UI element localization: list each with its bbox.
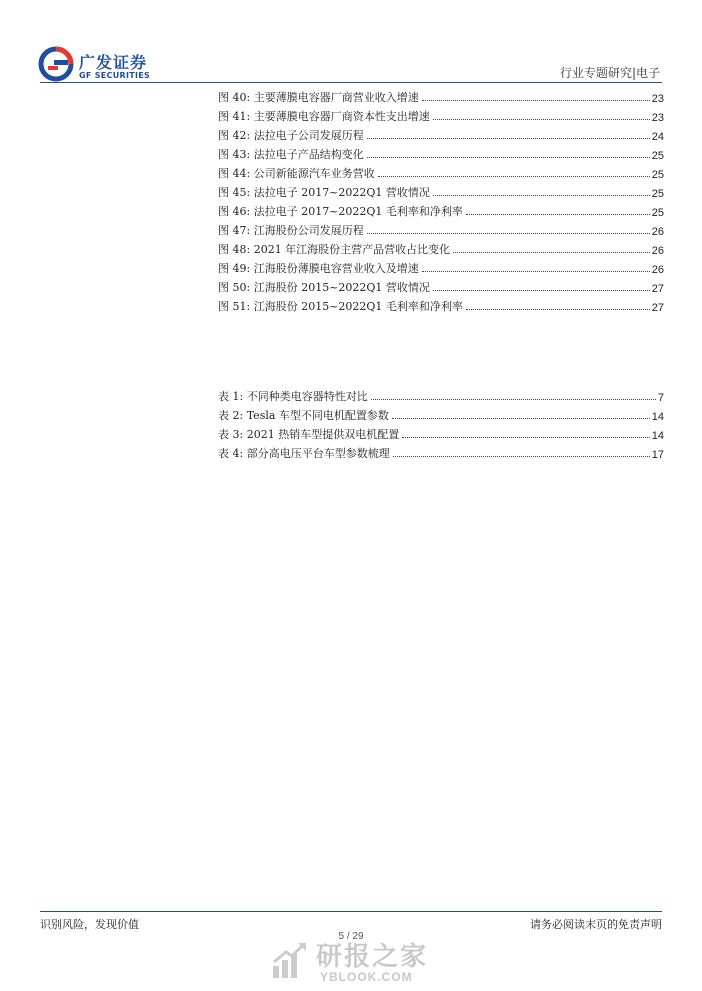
- toc-entry-page: 25: [651, 188, 664, 200]
- tables-toc: [218, 385, 664, 461]
- toc-entry-label: 表 4: 部分高电压平台车型参数梳理: [218, 447, 390, 460]
- toc-entry-page: 25: [651, 207, 664, 219]
- toc-entry-page: 26: [651, 245, 664, 257]
- toc-leader: [433, 290, 650, 291]
- toc-entry[interactable]: [218, 124, 664, 143]
- toc-entry[interactable]: [218, 200, 664, 219]
- toc-entry[interactable]: [218, 295, 664, 314]
- toc-entry-label: 图 41: 主要薄膜电容器厂商资本性支出增速: [218, 110, 430, 123]
- gf-logo-icon: [38, 46, 74, 82]
- logo-chinese-name: 广发证券: [79, 53, 148, 72]
- toc-entry-page: 17: [651, 449, 664, 461]
- toc-leader: [393, 456, 650, 457]
- gf-securities-logo: [38, 46, 178, 86]
- page-header: [0, 0, 702, 90]
- toc-leader: [371, 399, 656, 400]
- toc-entry-label: 表 2: Tesla 车型不同电机配置参数: [218, 409, 389, 422]
- toc-entry-label: 图 42: 法拉电子公司发展历程: [218, 129, 364, 142]
- toc-entry-page: 14: [651, 430, 664, 442]
- toc-leader: [433, 195, 650, 196]
- page-number: 5 / 29: [338, 931, 364, 942]
- toc-entry-page: 25: [651, 169, 664, 181]
- toc-leader: [392, 418, 650, 419]
- footer-slogan: 识别风险，发现价值: [40, 918, 139, 931]
- toc-leader: [466, 309, 650, 310]
- toc-entry-page: 7: [657, 392, 664, 404]
- toc-entry[interactable]: [218, 162, 664, 181]
- toc-entry-page: 27: [651, 302, 664, 314]
- toc-entry-page: 25: [651, 150, 664, 162]
- toc-entry-page: 23: [651, 112, 664, 124]
- toc-entry-page: 24: [651, 131, 664, 143]
- watermark-cn: 研报之家: [316, 942, 429, 972]
- toc-entry-label: 图 51: 江海股份 2015~2022Q1 毛利率和净利率: [218, 300, 463, 313]
- toc-entry-label: 图 49: 江海股份薄膜电容营业收入及增速: [218, 262, 419, 275]
- toc-entry-label: 图 48: 2021 年江海股份主营产品营收占比变化: [218, 243, 451, 256]
- toc-entry-page: 23: [651, 93, 664, 105]
- bar-chart-arrow-icon: [270, 940, 310, 980]
- toc-entry-label: 表 1: 不同种类电容器特性对比: [218, 390, 368, 403]
- toc-leader: [367, 157, 650, 158]
- toc-entry-label: 表 3: 2021 热销车型提供双电机配置: [218, 428, 400, 441]
- toc-leader: [422, 271, 650, 272]
- toc-leader: [422, 100, 650, 101]
- toc-entry[interactable]: [218, 423, 664, 442]
- toc-entry-page: 14: [651, 411, 664, 423]
- toc-leader: [433, 119, 650, 120]
- toc-leader: [402, 437, 650, 438]
- toc-entry[interactable]: [218, 105, 664, 124]
- toc-entry-label: 图 44: 公司新能源汽车业务营收: [218, 167, 375, 180]
- toc-leader: [453, 252, 650, 253]
- toc-entry[interactable]: [218, 404, 664, 423]
- figures-toc: [218, 86, 664, 314]
- toc-entry[interactable]: [218, 442, 664, 461]
- toc-entry-label: 图 47: 江海股份公司发展历程: [218, 224, 364, 237]
- header-divider: [40, 82, 662, 83]
- toc-leader: [367, 138, 650, 139]
- toc-entry[interactable]: [218, 219, 664, 238]
- toc-entry[interactable]: [218, 257, 664, 276]
- toc-entry-label: 图 46: 法拉电子 2017~2022Q1 毛利率和净利率: [218, 205, 463, 218]
- toc-entry-label: 图 40: 主要薄膜电容器厂商营业收入增速: [218, 91, 419, 104]
- footer-divider: [40, 911, 662, 912]
- toc-entry[interactable]: [218, 238, 664, 257]
- toc-leader: [466, 214, 650, 215]
- toc-entry-label: 图 50: 江海股份 2015~2022Q1 营收情况: [218, 281, 430, 294]
- toc-entry-page: 26: [651, 226, 664, 238]
- toc-entry-label: 图 45: 法拉电子 2017~2022Q1 营收情况: [218, 186, 430, 199]
- toc-entry[interactable]: [218, 143, 664, 162]
- toc-entry[interactable]: [218, 181, 664, 200]
- toc-entry[interactable]: [218, 86, 664, 105]
- logo-english-name: GF SECURITIES: [79, 71, 151, 80]
- report-category: 行业专题研究|电子: [559, 66, 660, 80]
- toc-leader: [378, 176, 650, 177]
- watermark: [270, 936, 460, 986]
- toc-entry-page: 26: [651, 264, 664, 276]
- watermark-en: YBLOOK.COM: [320, 970, 413, 984]
- toc-leader: [367, 233, 650, 234]
- footer-disclaimer-note: 请务必阅读末页的免责声明: [530, 918, 662, 931]
- toc-entry-page: 27: [651, 283, 664, 295]
- toc-entry-label: 图 43: 法拉电子产品结构变化: [218, 148, 364, 161]
- toc-entry[interactable]: [218, 276, 664, 295]
- toc-entry[interactable]: [218, 385, 664, 404]
